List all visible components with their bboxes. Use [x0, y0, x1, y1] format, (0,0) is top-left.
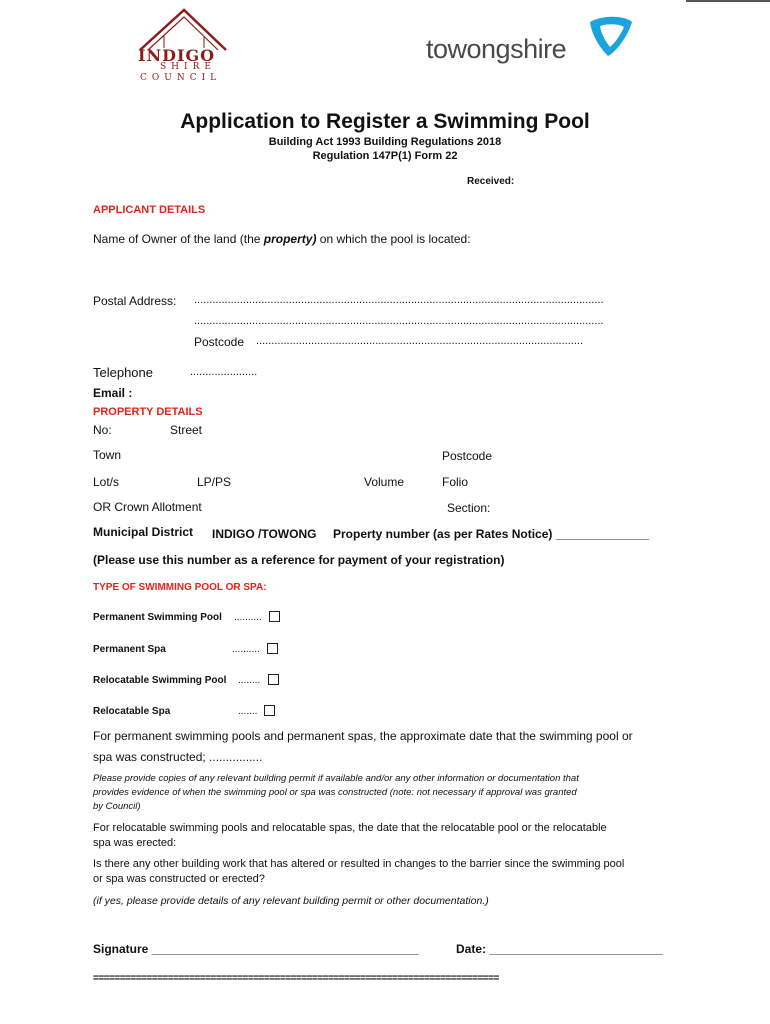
option-relocatable-pool-dots: ........ [238, 675, 261, 686]
applicant-heading: APPLICANT DETAILS [93, 204, 206, 216]
received-label: Received: [467, 176, 515, 187]
option-permanent-pool-label: Permanent Swimming Pool [93, 612, 222, 623]
postal-address-line-2[interactable]: ...................................................................................................................................... [194, 315, 604, 327]
telephone-field[interactable]: ...................... [190, 366, 258, 378]
postcode-label: Postcode [194, 335, 245, 349]
telephone-label: Telephone [93, 365, 153, 380]
relocatable-date-question-line1: For relocatable swimming pools and relocatable spas, the date that the relocatable pool or the relocatable [93, 822, 607, 834]
indigo-logo-council: COUNCIL [140, 73, 222, 83]
towong-logo-text: towongshire [426, 34, 567, 64]
copies-note-line2: provides evidence of when the swimming pool or spa was constructed (note: not necessary if approval was granted [93, 787, 577, 798]
reference-note: (Please use this number as a reference for payment of your registration) [93, 553, 505, 567]
postal-address-line-1[interactable]: ...................................................................................................................................... [194, 294, 604, 306]
municipal-district-value: INDIGO /TOWONG [212, 527, 317, 541]
property-postcode-label: Postcode [442, 449, 493, 463]
other-work-question-line2: or spa was constructed or erected? [93, 873, 265, 885]
option-permanent-spa-dots: .......... [232, 644, 260, 655]
property-lots-label: Lot/s [93, 475, 120, 489]
property-town-label: Town [93, 448, 122, 462]
copies-note-line3: by Council) [93, 801, 141, 812]
option-relocatable-spa-dots: ....... [238, 706, 258, 717]
option-relocatable-spa-label: Relocatable Spa [93, 706, 171, 717]
constructed-date-question-line1: For permanent swimming pools and permanent spas, the approximate date that the swimming pool or [93, 729, 633, 743]
bottom-rule: ============================================================================ [93, 973, 499, 984]
postal-address-label: Postal Address: [93, 294, 177, 308]
page-title: Application to Register a Swimming Pool [180, 110, 590, 133]
other-work-question-line1: Is there any other building work that has altered or resulted in changes to the barrier since the swimming pool [93, 858, 625, 870]
relocatable-pool-checkbox[interactable] [268, 674, 279, 685]
copies-note-line1: Please provide copies of any relevant building permit if available and/or any other information or documentation that [93, 773, 579, 784]
property-number-field[interactable]: Property number (as per Rates Notice) ______________ [333, 527, 650, 541]
indigo-logo-shire: SHIRE [160, 62, 216, 72]
option-relocatable-pool-label: Relocatable Swimming Pool [93, 675, 227, 686]
date-field[interactable]: Date: __________________________ [456, 942, 663, 956]
regulations-subtitle: Building Act 1993 Building Regulations 2018 [268, 136, 502, 148]
constructed-date-question-line2[interactable]: spa was constructed; ................ [93, 750, 263, 764]
pool-type-heading: TYPE OF SWIMMING POOL OR SPA: [93, 582, 267, 593]
option-permanent-spa-label: Permanent Spa [93, 644, 166, 655]
postcode-field[interactable]: ........................................................................................................... [256, 335, 584, 347]
property-street-label: Street [170, 423, 203, 437]
section-label: Section: [447, 501, 491, 515]
relocatable-date-question-line2: spa was erected: [93, 837, 177, 849]
property-no-label: No: [93, 423, 112, 437]
permanent-spa-checkbox[interactable] [267, 643, 278, 654]
municipal-district-label: Municipal District [93, 525, 194, 539]
property-heading: PROPERTY DETAILS [93, 406, 203, 418]
relocatable-spa-checkbox[interactable] [264, 705, 275, 716]
towong-leaf-icon [586, 14, 634, 58]
owner-prefix: Name of Owner of the land (the [93, 232, 264, 246]
owner-name-label [93, 232, 471, 246]
form-subtitle: Regulation 147P(1) Form 22 [312, 150, 458, 162]
option-permanent-pool-dots: .......... [234, 612, 262, 623]
email-label: Email : [93, 386, 133, 400]
owner-suffix: on which the pool is located: [316, 232, 471, 246]
permanent-pool-checkbox[interactable] [269, 611, 280, 622]
owner-property-term: property) [263, 232, 317, 246]
top-edge-line [686, 0, 770, 2]
signature-field[interactable]: Signature ________________________________________ [93, 942, 419, 956]
if-yes-note: (if yes, please provide details of any relevant building permit or other documentation.) [93, 895, 489, 907]
property-folio-label: Folio [442, 475, 469, 489]
property-lpps-label: LP/PS [197, 475, 232, 489]
property-volume-label: Volume [364, 475, 405, 489]
crown-allotment-label: OR Crown Allotment [93, 500, 202, 514]
indigo-logo-name: INDIGO [138, 46, 216, 65]
